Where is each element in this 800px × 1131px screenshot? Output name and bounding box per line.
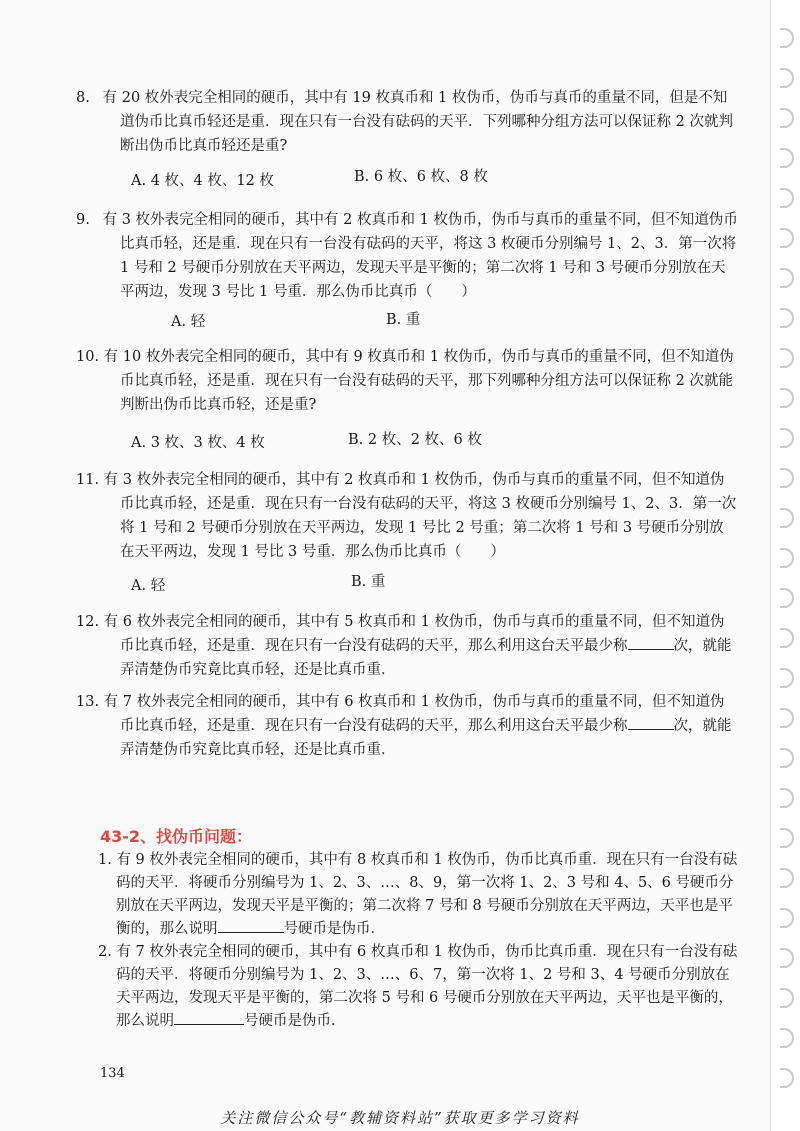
binding-ring xyxy=(780,508,794,528)
binding-ring xyxy=(780,428,794,448)
question-9-option-b: B. 重 xyxy=(386,312,421,328)
binding-ring xyxy=(780,988,794,1008)
question-text: 有 20 枚外表完全相同的硬币，其中有 19 枚真币和 1 枚伪币，伪币与真币的重量不同，但是不知道伪币比真币轻还是重．现在只有一台没有砝码的天平．下列哪种分组方法可以保证称 2 次就判断出伪币比真币轻还是重? xyxy=(102,90,733,154)
question-8-option-b: B. 6 枚、6 枚、8 枚 xyxy=(354,169,488,185)
binding-ring xyxy=(780,1068,794,1088)
question-number: 12. xyxy=(76,614,100,630)
question-12 xyxy=(76,610,738,682)
binding-ring xyxy=(780,188,794,208)
binding-ring xyxy=(780,268,794,288)
question-9: 9. 有 3 枚外表完全相同的硬币，其中有 2 枚真币和 1 枚伪币，伪币与真币的重量不同，但不知道伪币比真币轻，还是重．现在只有一台没有砝码的天平，将这 3 枚硬币分别编号 1、2、3．第一次将 1 号和 2 号硬币分别放在天平两边，发现天平是平衡的；第二次将 1 号和 3 号硬币分别放在天平两边，发现 3 号比 1 号重．那么伪币比真币（ ） xyxy=(76,212,738,300)
question-text-before: 有 6 枚外表完全相同的硬币，其中有 5 枚真币和 1 枚伪币，伪币与真币的重量不同，但不知道伪币比真币轻，还是重．现在只有一台没有砝码的天平，那么利用这台天平最少称 xyxy=(103,614,725,654)
question-8: 8. 有 20 枚外表完全相同的硬币，其中有 19 枚真币和 1 枚伪币，伪币与真币的重量不同，但是不知道伪币比真币轻还是重．现在只有一台没有砝码的天平．下列哪种分组方法可以保证称 2 次就判断出伪币比真币轻还是重? xyxy=(76,90,733,154)
binding-ring xyxy=(780,668,794,688)
problem-text-after: 号硬币是伪币． xyxy=(283,921,385,937)
question-text: 有 3 枚外表完全相同的硬币，其中有 2 枚真币和 1 枚伪币，伪币与真币的重量不同，但不知道伪币比真币轻，还是重．现在只有一台没有砝码的天平，将这 3 枚硬币分别编号 1、2、3．第一次将 1 号和 2 号硬币分别放在天平两边，发现天平是平衡的；第二次将 1 号和 3 号硬币分别放在天平两边，发现 3 号比 1 号重．那么伪币比真币（ ） xyxy=(102,212,738,300)
question-13 xyxy=(76,690,738,762)
binding-ring xyxy=(780,828,794,848)
binding-ring xyxy=(780,708,794,728)
page-number: 134 xyxy=(100,1066,125,1081)
binding-ring xyxy=(780,108,794,128)
binding-ring xyxy=(780,788,794,808)
problem-text-after: 号硬币是伪币． xyxy=(244,1013,346,1029)
question-text: 有 3 枚外表完全相同的硬币，其中有 2 枚真币和 1 枚伪币，伪币与真币的重量不同，但不知道伪币比真币轻，还是重．现在只有一台没有砝码的天平，将这 3 枚硬币分别编号 1、2、3．第一次将 1 号和 2 号硬币分别放在天平两边，发现 1 号比 2 号重；第二次将 1 号和 3 号硬币分别放在天平两边，发现 1 号比 3 号重．那么伪币比真币（ ） xyxy=(103,472,737,560)
question-number: 13. xyxy=(76,694,100,710)
question-text-after: 次，就能弄清楚伪币究竟比真币轻，还是比真币重． xyxy=(120,718,732,758)
question-9-option-a: A. 轻 xyxy=(171,314,206,330)
binding-ring xyxy=(780,1028,794,1048)
question-number: 11. xyxy=(76,472,100,488)
binding-ring xyxy=(780,628,794,648)
binding-ring xyxy=(780,908,794,928)
question-text-after: 次，就能弄清楚伪币究竟比真币轻，还是比真币重． xyxy=(120,638,732,678)
question-10-option-a: A. 3 枚、3 枚、4 枚 xyxy=(131,435,265,451)
binding-ring xyxy=(780,868,794,888)
binding-ring xyxy=(780,308,794,328)
question-11-option-a: A. 轻 xyxy=(131,578,166,594)
problem-number: 1. xyxy=(98,852,112,868)
section-title: 43-2、找伪币问题： xyxy=(100,827,253,846)
question-10-option-b: B. 2 枚、2 枚、6 枚 xyxy=(348,432,482,448)
spiral-binding xyxy=(770,0,800,1131)
binding-ring xyxy=(780,548,794,568)
binding-ring xyxy=(780,348,794,368)
question-8-option-a: A. 4 枚、4 枚、12 枚 xyxy=(131,173,274,189)
binding-ring xyxy=(780,388,794,408)
problem-text-before: 有 7 枚外表完全相同的硬币，其中有 6 枚真币和 1 枚伪币，伪币比真币重．现在只有一台没有砝码的天平．将硬币分别编号为 1、2、3、…、6、7，第一次将 1、2 号和 3、4 号硬币分别放在天平两边，发现天平是平衡的，第二次将 5 号和 6 号硬币分别放在天平两边，天平也是平衡的，那么说明 xyxy=(116,944,738,1029)
problem-number: 2. xyxy=(98,944,112,960)
footer-watermark: 关注微信公众号“教辅资料站”获取更多学习资料 xyxy=(220,1109,580,1127)
question-11-option-b: B. 重 xyxy=(351,574,386,590)
answer-blank[interactable] xyxy=(174,1010,244,1025)
binding-ring xyxy=(780,588,794,608)
question-11 xyxy=(76,468,738,564)
question-text: 有 10 枚外表完全相同的硬币，其中有 9 枚真币和 1 枚伪币，伪币与真币的重量不同，但不知道伪币比真币轻，还是重．现在只有一台没有砝码的天平，那下列哪种分组方法可以保证称 2 次就能判断出伪币比真币轻，还是重? xyxy=(103,349,734,413)
binding-ring xyxy=(780,468,794,488)
binding-ring xyxy=(780,748,794,768)
binding-ring xyxy=(780,68,794,88)
answer-blank[interactable] xyxy=(628,715,674,730)
section-problem-1 xyxy=(98,849,738,941)
question-number: 10. xyxy=(76,349,100,365)
binding-ring xyxy=(780,948,794,968)
answer-blank[interactable] xyxy=(218,918,284,933)
binding-ring xyxy=(780,148,794,168)
problem-text-before: 有 9 枚外表完全相同的硬币，其中有 8 枚真币和 1 枚伪币，伪币比真币重．现在只有一台没有砝码的天平．将硬币分别编号为 1、2、3、…、8、9，第一次将 1、2、3 号和 4、5、6 号硬币分别放在天平两边，发现天平是平衡的；第二次将 7 号和 8 号硬币分别放在天平两边，天平也是平衡的，那么说明 xyxy=(116,852,738,937)
binding-ring xyxy=(780,228,794,248)
binding-ring xyxy=(780,28,794,48)
question-10 xyxy=(76,345,738,417)
question-text-before: 有 7 枚外表完全相同的硬币，其中有 6 枚真币和 1 枚伪币，伪币与真币的重量不同，但不知道伪币比真币轻，还是重．现在只有一台没有砝码的天平，那么利用这台天平最少称 xyxy=(103,694,725,734)
answer-blank[interactable] xyxy=(628,635,674,650)
section-problem-2 xyxy=(98,941,738,1033)
